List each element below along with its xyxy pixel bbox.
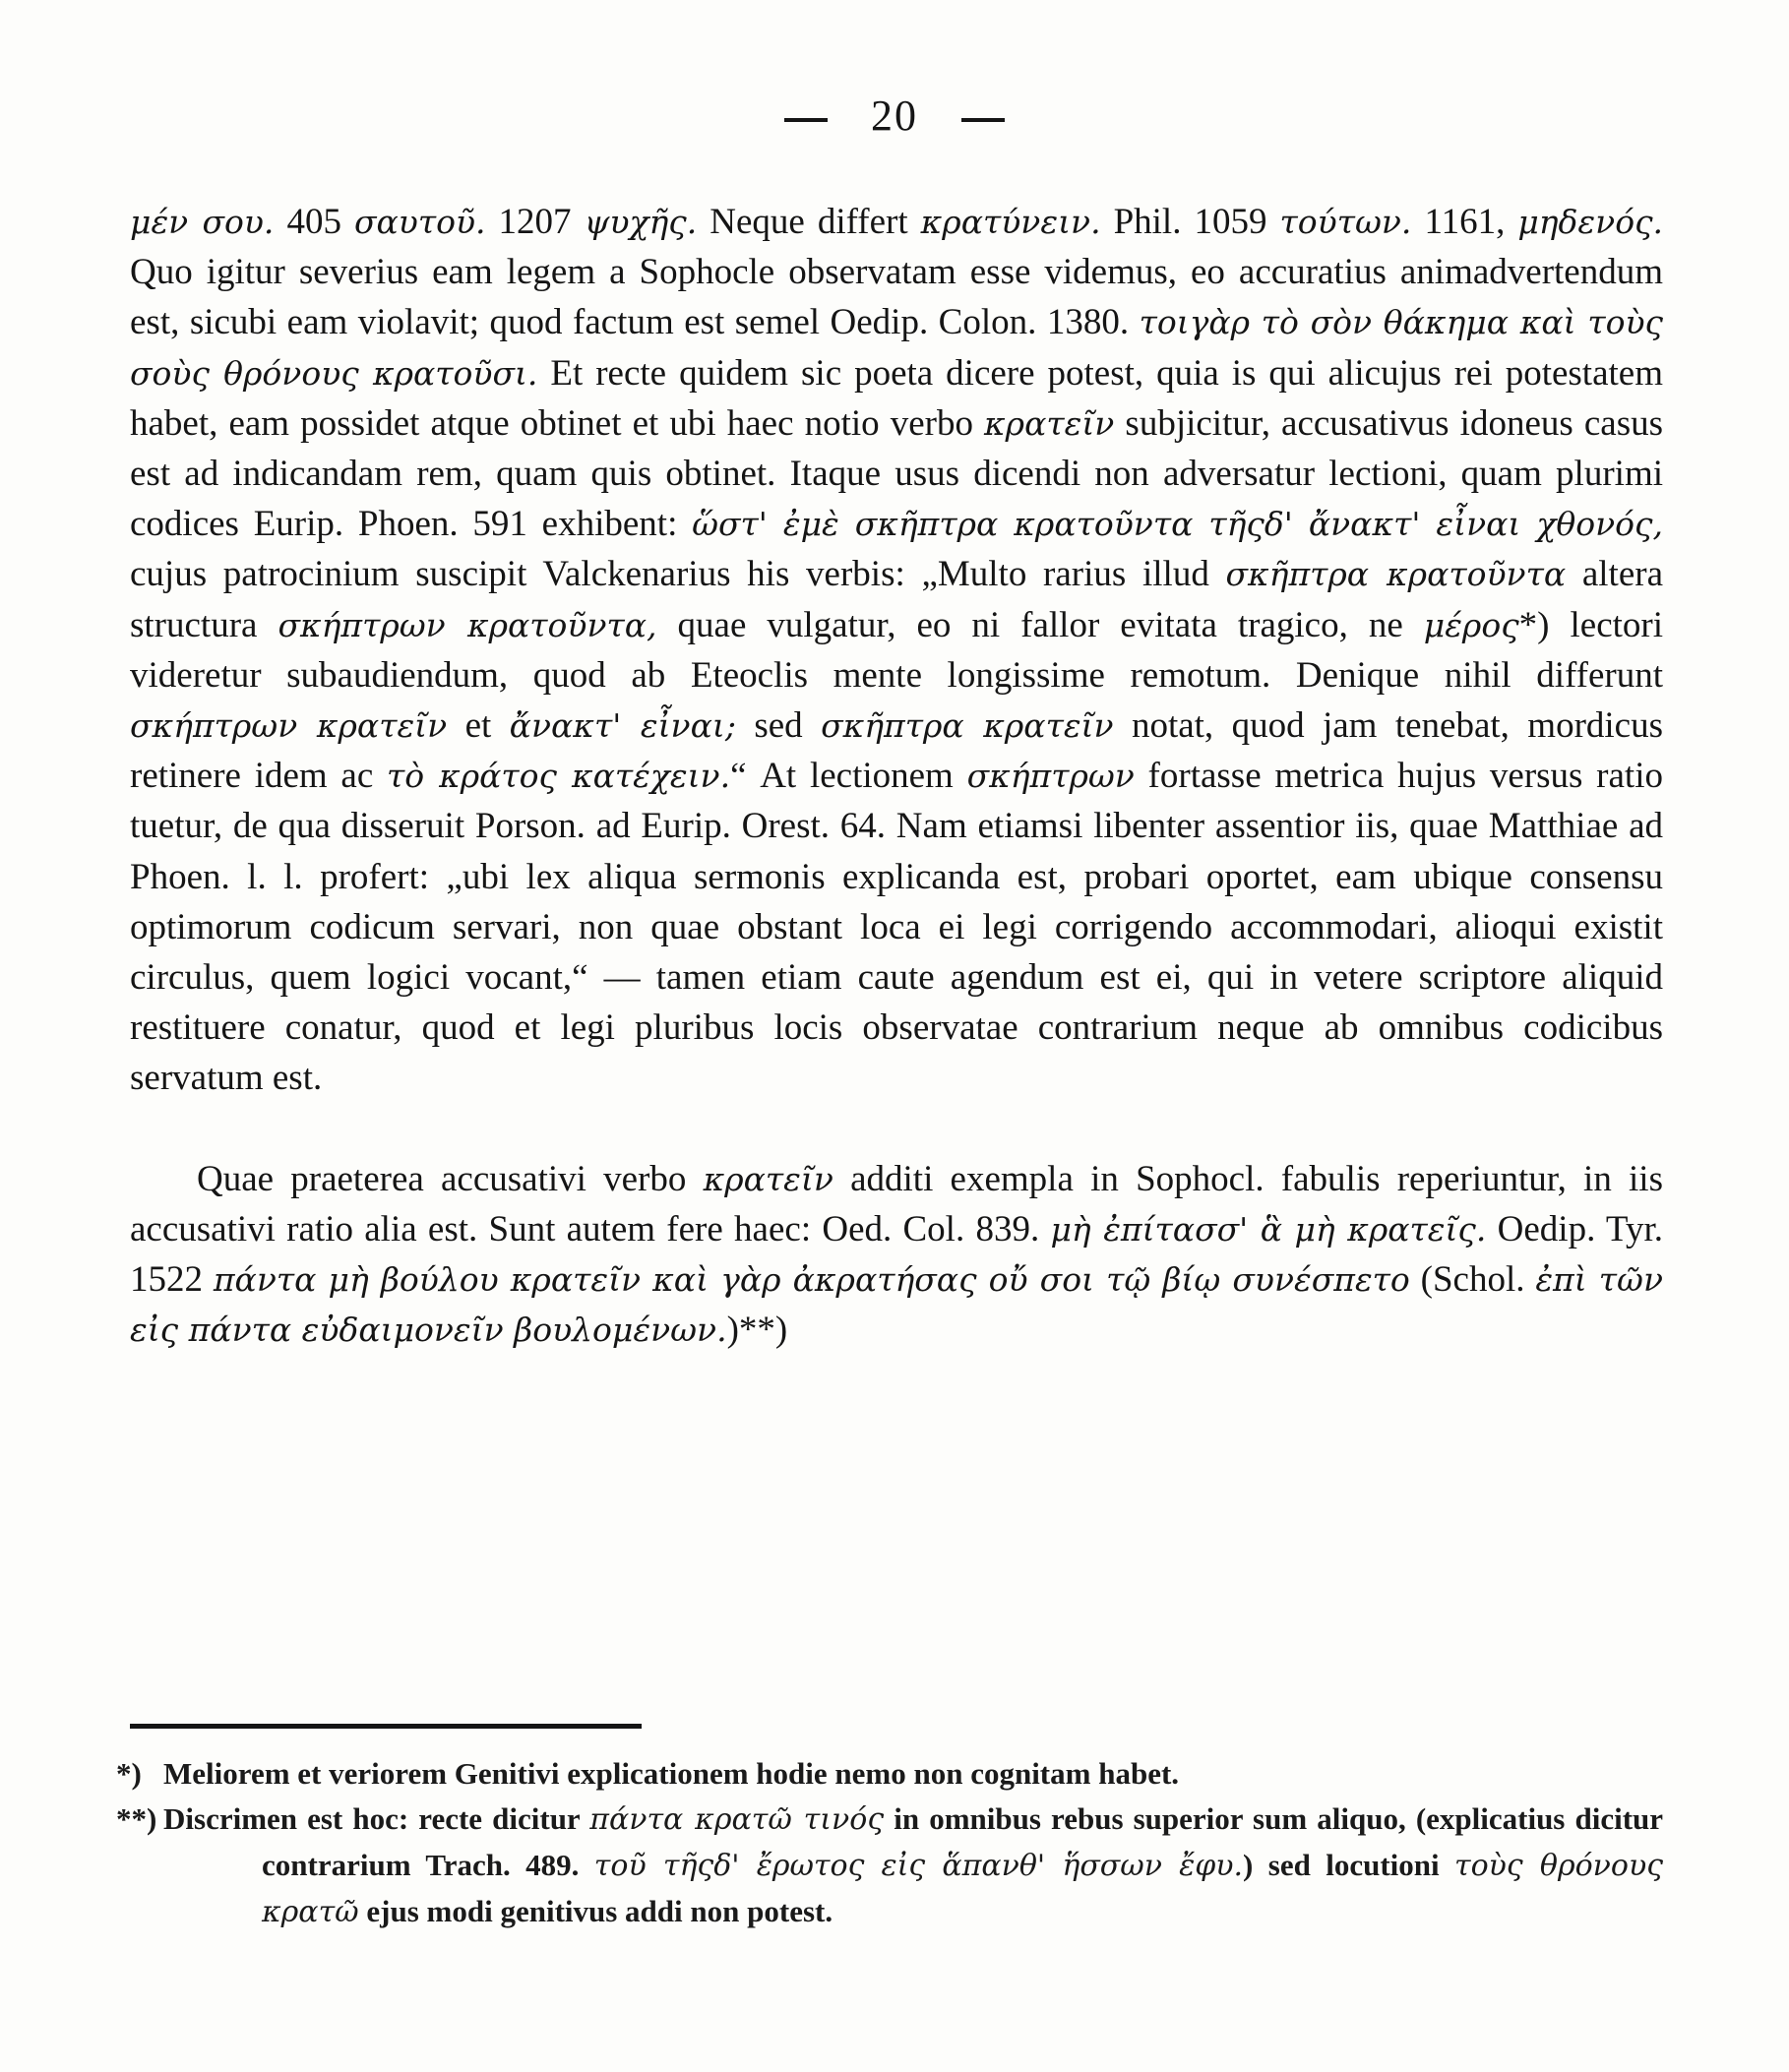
greek-text: μέν σου. [130,203,275,241]
footnote-rule [130,1724,642,1729]
greek-text: σκήπτρων [966,757,1135,796]
greek-text: μηδενός. [1517,203,1664,241]
latin-text: Oedip. Tyr. 1522 [130,1208,1663,1301]
latin-text: additi exempla in Sophocl. fabulis reperiuntur, in iis accusativi ratio alia est. Sunt autem fere haec: Oed. Col. 839. [130,1158,1663,1249]
latin-text: 1207 [485,202,585,242]
page-header [0,91,1789,141]
greek-text: ἄνακτ' εἶναι; [509,706,736,746]
greek-text: σκῆπτρα κρατοῦντα [1225,555,1567,594]
greek-text: σαυτοῦ. [353,203,486,241]
latin-text: subjicitur, accusativus idoneus casus est ad indicandam rem, quam quis obtinet. Itaque usus dicendi non adversatur lectioni, quam plurimi codices Eurip. Phoen. 591 exhibent: [130,402,1663,545]
latin-text: notat, quod jam tenebat, mordicus retinere idem ac [130,705,1664,797]
footnote-mark: *) [116,1756,142,1791]
header-dash-left [784,118,828,122]
greek-text: ψυχῆς. [584,203,698,241]
latin-text: Quo igitur severius eam legem a Sophocle observatam esse videmus, eo accuratius animadvertendum est, sicubi eam violavit; quod factum est semel Oedip. Colon. 1380. [130,252,1663,343]
greek-text: τούτων. [1279,203,1412,241]
footnote-mark: **) [116,1801,157,1836]
latin-text: et [447,705,510,747]
footnote-text: ) sed locutioni [1243,1848,1455,1882]
greek-text: σκήπτρων κρατοῦντα, [278,605,657,644]
latin-text: quae vulgatur, eo ni fallor evitata tragico, ne [656,604,1424,645]
latin-text: fortasse metrica hujus versus ratio tuetur, de qua disseruit Porson. ad Eurip. Orest. 64. Nam etiamsi libenter assentior iis, quae Matthiae ad Phoen. l. l. profert: „ubi lex aliqua sermonis explicanda est, probari oportet, eam ubique consensu optimorum codicum servari, non quae obstant loca ei legi corrigendo accommodari, alioqui existit circulus, quem logici vocant,“ — tamen etiam caute agendum est ei, qui in vetere scriptore aliquid restituere conatur, quod et legi pluribus locis observatae contrarium neque ab omnibus codicibus servatum est. [130,756,1663,1099]
latin-text: Phil. 1059 [1100,202,1280,242]
greek-text: σκήπτρων κρατεῖν [130,706,448,746]
latin-text: “ At lectionem [730,756,967,797]
footnote-text: ejus modi genitivus addi non potest. [358,1894,833,1928]
paragraph-1 [130,197,1663,1104]
header-dash-right [961,118,1005,122]
latin-text: (Schol. [1409,1259,1536,1301]
greek-text: ὥστ' ἐμὲ σκῆπτρα κρατοῦντα τῆςδ' ἄνακτ' εἶναι χθονός, [692,505,1663,544]
latin-text: )**) [726,1310,788,1351]
greek-text: κρατεῖν [984,403,1115,443]
footnote-text: Meliorem et veriorem Genitivi explicationem hodie nemo non cognitam habet. [163,1756,1180,1791]
latin-text: 1161, [1411,202,1518,242]
latin-text: Neque differt [697,202,921,242]
paragraph-2 [130,1154,1663,1356]
greek-text: κρατύνειν. [920,203,1101,241]
greek-text: πάντα κρατῶ τινός [589,1802,885,1837]
body-text [130,197,1663,1355]
greek-text: πάντα μὴ βούλου κρατεῖν καὶ γὰρ ἀκρατήσας οὔ σοι τῷ βίῳ συνέσπετο [213,1260,1410,1300]
greek-text: μέρος [1423,605,1519,644]
latin-text: Et recte quidem sic poeta dicere potest, quia is qui alicujus rei potestatem habet, eam possidet atque obtinet et ubi haec notio verbo [130,352,1663,444]
latin-text: sed [735,705,822,747]
footnote-text: in omnibus rebus superior sum aliquo, (explicatius dicitur contrarium Trach. 489. [262,1801,1664,1882]
greek-text: κρατεῖν [703,1159,833,1198]
greek-text: σκῆπτρα κρατεῖν [821,706,1114,746]
latin-text: Quae praeterea accusativi verbo [197,1158,704,1199]
page-number: 20 [871,91,918,140]
footnote-text: Discrimen est hoc: recte dicitur [163,1801,590,1836]
latin-text: cujus patrocinium suscipit Valckenarius his verbis: „Multo rarius illud [130,554,1226,595]
latin-text: 405 [274,202,354,242]
latin-text: *) lectori videretur subaudiendum, quod ab Eteoclis mente longissime remotum. Denique nihil differunt [130,604,1663,696]
greek-text: ἐπὶ τῶν εἰς πάντα εὐδαιμονεῖν βουλομένων. [130,1260,1663,1350]
greek-text: τοιγὰρ τὸ σὸν θάκημα καὶ τοὺς σοὺς θρόνους κρατοῦσι. [130,303,1663,393]
greek-text: τοὺς θρόνους κρατῶ [262,1849,1663,1929]
footnote-1 [116,1751,1663,1797]
greek-text: τὸ κράτος κατέχειν. [386,757,731,796]
greek-text: τοῦ τῆςδ' ἔρωτος εἰς ἅπανθ' ἥσσων ἔφυ. [593,1849,1244,1883]
greek-text: μὴ ἐπίτασσ' ἃ μὴ κρατεῖς. [1050,1209,1487,1249]
footnotes [116,1751,1663,1935]
footnote-2 [116,1797,1663,1935]
latin-text: altera structura [130,554,1663,645]
